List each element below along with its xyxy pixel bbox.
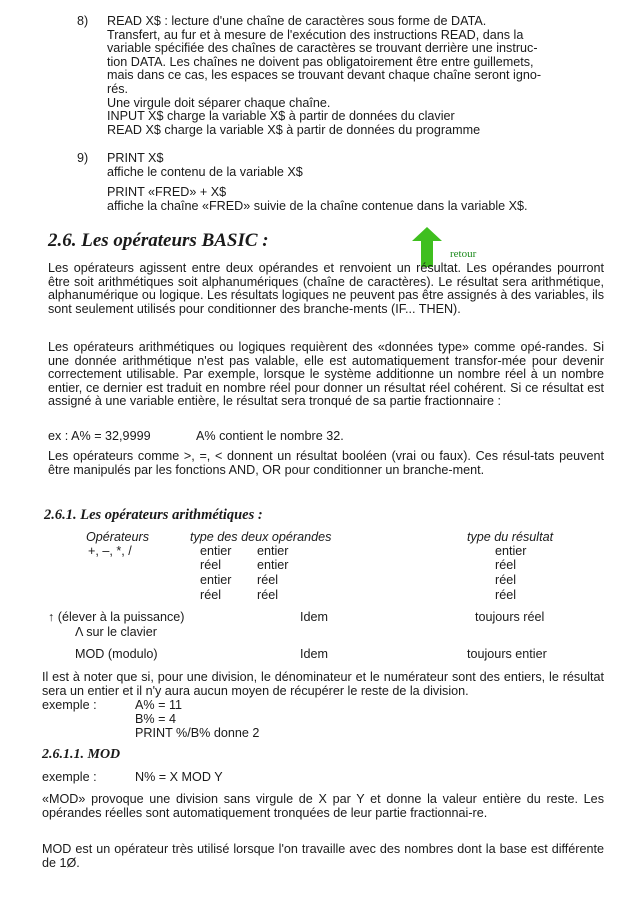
- text-line: READ X$ charge la variable X$ à partir de données du programme: [107, 122, 481, 137]
- result-type: réel: [495, 588, 516, 602]
- paragraph: Les opérateurs arithmétiques ou logiques requièrent des «données type» comme opé-randes. Si une donnée arithmétique n'est pas valable, elle est automatiquement transfor-mée pour devenir correctement utilisable. Par exemple, lorsque le système additionne un nombre réel à un nombre entier, ce dernier est traduit en nombre réel pour donner un résultat réel cohérent. Si ce résultat est assigné à une variable entière, le résultat sera tronqué de sa partie fractionnaire :: [48, 340, 604, 409]
- result-type: réel: [495, 573, 516, 587]
- text-line: READ X$ : lecture d'une chaîne de caractères sous forme de DATA.: [107, 14, 487, 28]
- example-line: B% = 4: [135, 712, 176, 726]
- operand-a: entier: [200, 573, 232, 587]
- subsubsection-heading: 2.6.1.1. MOD: [42, 747, 121, 762]
- example-line: A% = 11: [135, 698, 183, 712]
- operand-b: entier: [257, 558, 289, 572]
- paragraph: Les opérateurs agissent entre deux opérandes et renvoient un résultat. Les opérandes pourront être soit arithmétiques soit alphanumériques (chaîne de caractères). Le résultat sera arithmétique, alphanumérique ou logique. Les résultats logiques ne peuvent pas être assignés à des variables, ils sont seulement utilisés pour conditionner des branche-ments (IF... THEN).: [48, 261, 604, 316]
- power-keyboard-note: Λ sur le clavier: [75, 625, 157, 639]
- list-text: [107, 15, 604, 137]
- example-result: A% contient le nombre 32.: [196, 429, 344, 443]
- mod-operator: MOD (modulo): [75, 647, 158, 661]
- paragraph: Les opérateurs comme >, =, < donnent un résultat booléen (vrai ou faux). Ces résul-tats peuvent être manipulés par les fonctions AND, OR pour conditionner un branche-ment.: [48, 449, 604, 477]
- text-line: Une virgule doit séparer chaque chaîne.: [107, 95, 331, 110]
- section-heading: 2.6. Les opérateurs BASIC :: [48, 230, 269, 251]
- power-result-type: toujours réel: [475, 610, 545, 624]
- example-label: exemple :: [42, 770, 97, 784]
- text-line: tion DATA. Les chaînes ne doivent pas obligatoirement être entre guillemets,: [107, 54, 534, 69]
- example-expression: ex : A% = 32,9999: [48, 429, 151, 443]
- mod-operand-type: Idem: [300, 647, 328, 661]
- list-number: 8): [77, 14, 89, 28]
- result-type: réel: [495, 558, 516, 572]
- text-line: PRINT X$: [107, 151, 164, 165]
- operand-a: entier: [200, 544, 232, 558]
- text-line: PRINT «FRED» + X$: [107, 185, 227, 199]
- operand-b: réel: [257, 588, 278, 602]
- text-line: rés.: [107, 81, 128, 96]
- power-operator: ↑ (élever à la puissance): [48, 610, 185, 624]
- text-line: INPUT X$ charge la variable X$ à partir de données du clavier: [107, 109, 455, 124]
- power-operand-type: Idem: [300, 610, 328, 624]
- paragraph: Il est à noter que si, pour une division, le dénominateur et le numérateur sont des entiers, le résultat sera un entier et il n'y aura aucun moyen de récupérer le reste de la division.: [42, 670, 604, 698]
- operand-b: réel: [257, 573, 278, 587]
- operand-a: réel: [200, 558, 221, 572]
- col-header-operand-types: type des deux opérandes: [190, 530, 332, 544]
- operand-a: réel: [200, 588, 221, 602]
- example-line: N% = X MOD Y: [135, 770, 223, 784]
- example-label: exemple :: [42, 698, 97, 712]
- mod-result-type: toujours entier: [467, 647, 547, 661]
- col-header-operators: Opérateurs: [86, 530, 149, 544]
- subsection-heading: 2.6.1. Les opérateurs arithmétiques :: [44, 507, 263, 523]
- list-number: 9): [77, 151, 89, 165]
- text-line: Transfert, au fur et à mesure de l'exécution des instructions READ, dans la: [107, 27, 524, 42]
- retour-link[interactable]: retour: [450, 248, 477, 260]
- text-line: affiche le contenu de la variable X$: [107, 165, 303, 179]
- example-line: PRINT %/B% donne 2: [135, 726, 260, 740]
- operand-b: entier: [257, 544, 289, 558]
- text-line: variable spécifiée des chaînes de caractères se trouvant derrière une instruc-: [107, 41, 538, 56]
- col-header-result-type: type du résultat: [467, 530, 554, 544]
- operator-symbols: +, –, *, /: [88, 544, 132, 558]
- text-line: mais dans ce cas, les espaces se trouvant devant chaque chaîne seront igno-: [107, 68, 542, 83]
- paragraph: MOD est un opérateur très utilisé lorsque l'on travaille avec des nombres dont la base est différente de 1Ø.: [42, 842, 604, 870]
- result-type: entier: [495, 544, 527, 558]
- paragraph: «MOD» provoque une division sans virgule de X par Y et donne la valeur entière du reste. Les opérandes réelles sont automatiquement tronquées de leur partie fractionnai-re.: [42, 792, 604, 820]
- text-line: affiche la chaîne «FRED» suivie de la chaîne contenue dans la variable X$.: [107, 199, 528, 213]
